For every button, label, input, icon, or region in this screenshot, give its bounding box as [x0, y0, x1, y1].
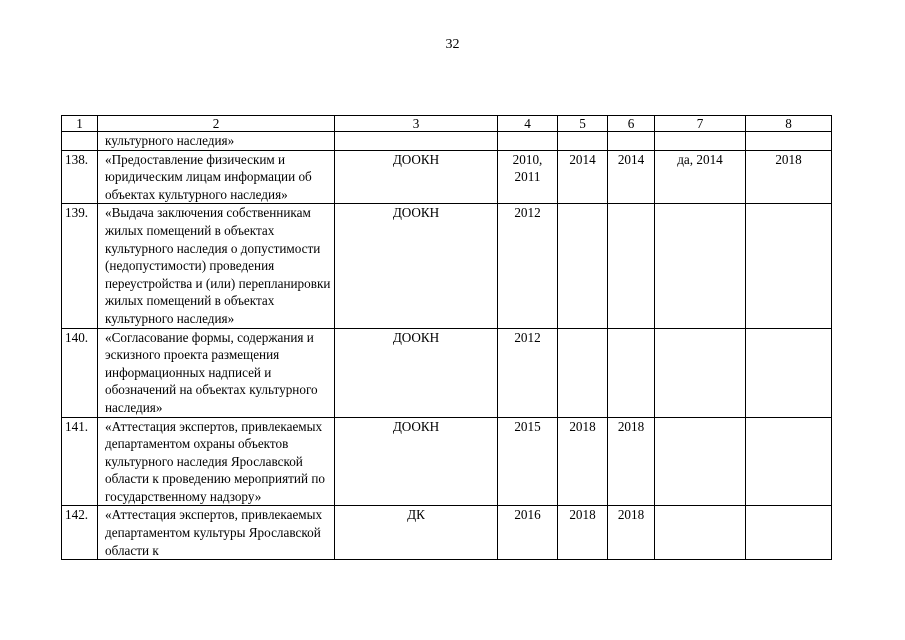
cell-department: ДООКН	[335, 417, 498, 506]
cell-year-final	[746, 417, 832, 506]
column-header-1: 1	[62, 116, 98, 132]
column-header-2: 2	[98, 116, 335, 132]
column-header-8: 8	[746, 116, 832, 132]
cell-year-plan: 2014	[558, 150, 608, 204]
cell-year-start: 2010, 2011	[498, 150, 558, 204]
cell-number: 141.	[62, 417, 98, 506]
cell-year-fact	[608, 328, 655, 417]
cell-department: ДК	[335, 506, 498, 560]
column-header-6: 6	[608, 116, 655, 132]
cell-name: «Аттестация экспертов, привлекаемых департаментом культуры Ярославской области к	[98, 506, 335, 560]
cell-year-start: 2012	[498, 328, 558, 417]
table-row	[62, 132, 832, 151]
cell-year-fact	[608, 204, 655, 328]
cell-number: 138.	[62, 150, 98, 204]
cell-year-plan: 2018	[558, 506, 608, 560]
cell-year-start	[498, 132, 558, 151]
cell-name: «Предоставление физическим и юридическим лицам информации об объектах культурного наследия»	[98, 150, 335, 204]
cell-name: культурного наследия»	[98, 132, 335, 151]
cell-year-fact: 2018	[608, 417, 655, 506]
cell-department: ДООКН	[335, 150, 498, 204]
column-header-7: 7	[655, 116, 746, 132]
cell-number: 142.	[62, 506, 98, 560]
table-row	[62, 328, 832, 417]
cell-number: 139.	[62, 204, 98, 328]
cell-name: «Аттестация экспертов, привлекаемых департаментом охраны объектов культурного наследия Ярославской области к проведению мероприятий по государственному надзору»	[98, 417, 335, 506]
cell-year-fact: 2014	[608, 150, 655, 204]
cell-year-final	[746, 204, 832, 328]
cell-year-start: 2015	[498, 417, 558, 506]
table-row	[62, 417, 832, 506]
cell-year-final	[746, 328, 832, 417]
cell-year-plan	[558, 132, 608, 151]
cell-year-plan	[558, 204, 608, 328]
cell-department: ДООКН	[335, 204, 498, 328]
cell-year-final: 2018	[746, 150, 832, 204]
cell-electronic: да, 2014	[655, 150, 746, 204]
column-header-4: 4	[498, 116, 558, 132]
cell-electronic	[655, 204, 746, 328]
cell-year-plan	[558, 328, 608, 417]
cell-name: «Выдача заключения собственникам жилых помещений в объектах культурного наследия о допустимости (недопустимости) проведения переустройства и (или) перепланировки жилых помещений в объектах культурного наследия»	[98, 204, 335, 328]
cell-department: ДООКН	[335, 328, 498, 417]
cell-year-fact: 2018	[608, 506, 655, 560]
cell-electronic	[655, 328, 746, 417]
table-header-row	[62, 116, 832, 132]
cell-name: «Согласование формы, содержания и эскизного проекта размещения информационных надписей и обозначений на объектах культурного наследия»	[98, 328, 335, 417]
cell-year-plan: 2018	[558, 417, 608, 506]
table-row	[62, 150, 832, 204]
column-header-5: 5	[558, 116, 608, 132]
cell-electronic	[655, 506, 746, 560]
services-table	[61, 115, 832, 560]
cell-year-fact	[608, 132, 655, 151]
cell-year-final	[746, 506, 832, 560]
cell-electronic	[655, 132, 746, 151]
cell-number	[62, 132, 98, 151]
cell-electronic	[655, 417, 746, 506]
cell-year-start: 2012	[498, 204, 558, 328]
cell-department	[335, 132, 498, 151]
column-header-3: 3	[335, 116, 498, 132]
cell-year-final	[746, 132, 832, 151]
cell-year-start: 2016	[498, 506, 558, 560]
page-number: 32	[445, 37, 460, 52]
table-row	[62, 506, 832, 560]
cell-number: 140.	[62, 328, 98, 417]
table-row	[62, 204, 832, 328]
